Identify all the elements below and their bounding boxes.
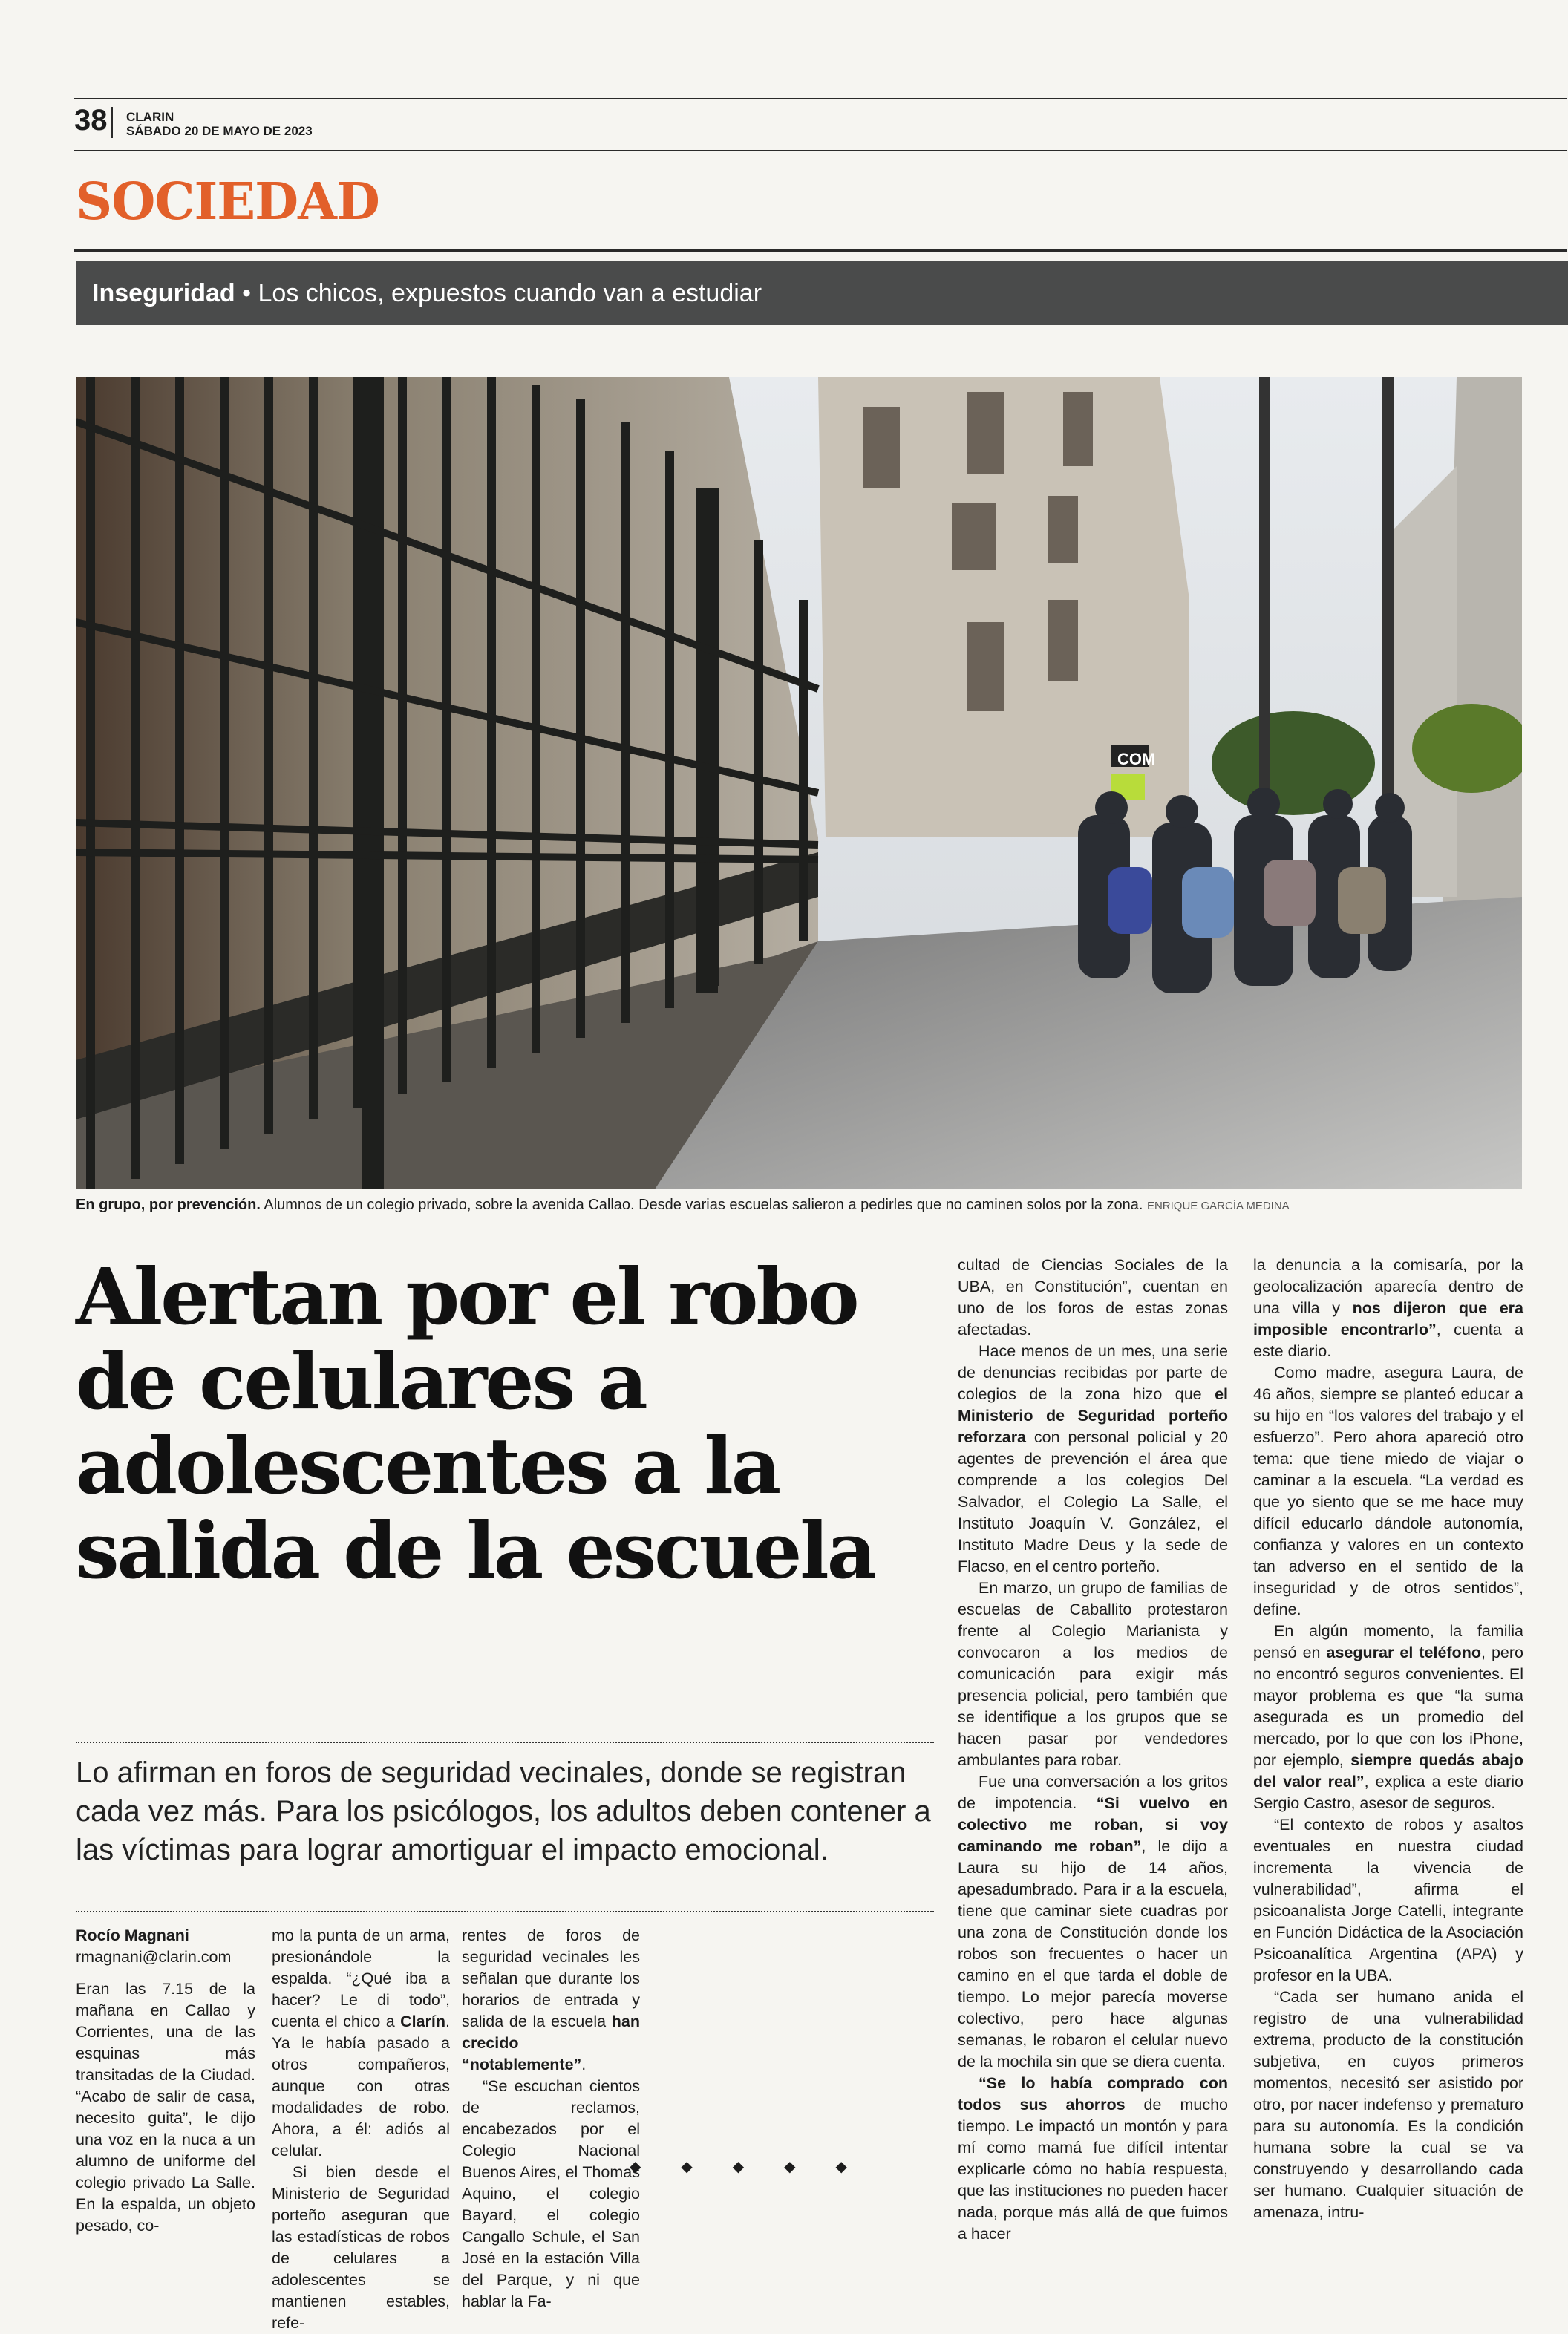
deck: Lo afirman en foros de seguridad vecinales, donde se registran cada vez más. Para los psicólogos, los adultos deben contener a las víctimas para lograr amortiguar el impacto emocional. <box>76 1756 931 1866</box>
caption-lead: En grupo, por prevención. <box>76 1197 261 1213</box>
photo-caption <box>76 1195 1531 1216</box>
kicker-bullet: • <box>235 279 258 307</box>
caption-text: Alumnos de un colegio privado, sobre la avenida Callao. Desde varias escuelas salieron a pedirles que no caminen solos por la zona. <box>264 1197 1143 1213</box>
paragraph: mo la punta de un arma, presionándole la espalda. “¿Qué iba a hacer? Le di todo”, cuenta el chico a Clarín. Ya le había pasado a otros compañeros, aunque con otras modalidades de robo. Ahora, a él: adiós al celular. <box>272 1926 450 2160</box>
publication-name: CLARIN <box>126 110 174 124</box>
storefront-sign: COM <box>1117 750 1156 768</box>
body-column-2 <box>272 1925 640 2334</box>
body-column-3 <box>958 1255 1228 2245</box>
page-number: 38 <box>74 104 108 137</box>
body-column-2b <box>462 1925 640 2312</box>
body-column-1 <box>76 1925 255 2237</box>
top-rule <box>74 98 1567 99</box>
paragraph: cultad de Ciencias Sociales de la UBA, en Constitución”, cuentan en uno de los foros de estas zonas afectadas. <box>958 1256 1228 1338</box>
section-rule <box>74 249 1567 252</box>
paragraph: Como madre, asegura Laura, de 46 años, siempre se planteó educar a su hijo en “los valores del trabajo y el esfuerzo”. Pero ahora apareció otro tema: que tiene miedo de viajar o caminar a la escuela. “La verdad es que yo siento que se me hace muy difícil educarlo dándole autonomía, confianza y valores en un contexto tan adverso en el sentido de la inseguridad y de otros sentidos”, define. <box>1253 1364 1523 1618</box>
article-photo <box>76 377 1522 1189</box>
paragraph: “Cada ser humano anida el registro de una vulnerabilidad extrema, producto de la constitución subjetiva, en cuyos primeros momentos, necesitó ser asistido por otro, por nacer indefenso y prematuro para su autonomía. Es la condición humana sobre la cual se va construyendo y desarrollando cada ser humano. Cualquier situación de amenaza, intru- <box>1253 1988 1523 2221</box>
paragraph: Hace menos de un mes, una serie de denuncias recibidas por parte de colegios de la zona hizo que el Ministerio de Seguridad porteño reforzara con personal policial y 20 agentes de prevención el área que comprende a los colegios Del Salvador, el Colegio La Salle, el Instituto Joaquín V. González, el Instituto Madre Deus y la sede de Flacso, en el centro porteño. <box>958 1342 1228 1575</box>
publication-date: SÁBADO 20 DE MAYO DE 2023 <box>126 124 313 138</box>
publication-info <box>126 110 313 138</box>
paragraph: rentes de foros de seguridad vecinales les señalan que durante los horarios de entrada y salida de la escuela han crecido “notablemente”. <box>462 1926 640 2073</box>
body-column-4 <box>1253 1255 1523 2223</box>
kicker-bar <box>76 261 1568 325</box>
headline: Alertan por el robo de celulares a adolescentes a la salida de la escuela <box>76 1251 875 1596</box>
paragraph: Si bien desde el Ministerio de Seguridad porteño aseguran que las estadísticas de robos de celulares a adolescentes se mantienen estables, refe- <box>272 2163 450 2332</box>
paragraph: En marzo, un grupo de familias de escuelas de Caballito protestaron frente al Colegio Marianista y convocaron a los medios de comunicación para exigir más presencia policial, pero también que se identifique a los grupos que se hacen pasar por vendedores ambulantes para robar. <box>958 1579 1228 1769</box>
print-registration-marks: ◆◆◆◆◆ <box>630 2157 887 2175</box>
deck-rule <box>76 1742 934 1743</box>
body-column-2a <box>272 1925 450 2334</box>
byline-email: rmagnani@clarin.com <box>76 1948 232 1966</box>
paragraph: “Se lo había comprado con todos sus ahorros de mucho tiempo. Le impactó un montón y para mí como mamá fue difícil intentar explicarle cómo no había respuesta, que las instituciones no pueden hacer nada, porque más allá de que fuimos a hacer <box>958 2074 1228 2243</box>
deck-rule-bottom <box>76 1911 934 1912</box>
paragraph: Fue una conversación a los gritos de impotencia. “Si vuelvo en colectivo me roban, si voy caminando me roban”, le dijo a Laura su hijo de 14 años, apesadumbrado. Para ir a la escuela, tiene que caminar siete cuadras por una zona de Constitución donde los robos son frecuentes o hacer un camino en el que tarda el doble de tiempo. Lo mejor parecía moverse colectivo, pero hace algunas semanas, le robaron el celular nuevo de la mochila sin que se diera cuenta. <box>958 1773 1228 2070</box>
kicker-topic: Inseguridad <box>92 279 235 307</box>
section-title: SOCIEDAD <box>76 172 379 232</box>
kicker-text: Los chicos, expuestos cuando van a estudiar <box>258 279 762 307</box>
paragraph: la denuncia a la comisaría, por la geolocalización aparecía dentro de una villa y nos dijeron que era imposible encontrarlo”, cuenta a este diario. <box>1253 1256 1523 1360</box>
photo-credit: ENRIQUE GARCÍA MEDINA <box>1146 1200 1290 1212</box>
paragraph: Eran las 7.15 de la mañana en Callao y Corrientes, una de las esquinas más transitadas de la Ciudad. “Acabo de salir de casa, necesito guita”, le dijo una voz en la nuca a un alumno de uniforme del colegio privado La Salle. En la espalda, un objeto pesado, co- <box>76 1980 255 2235</box>
byline-author: Rocío Magnani <box>76 1926 189 1944</box>
header-bottom-rule <box>74 150 1567 151</box>
paragraph: “El contexto de robos y asaltos eventuales en nuestra ciudad incrementa la vivencia de vulnerabilidad”, afirma el psicoanalista Jorge Catelli, integrante en Función Didáctica de la Asociación Psicoanalítica Argentina (APA) y profesor en la UBA. <box>1253 1816 1523 1984</box>
paragraph: “Se escuchan cientos de reclamos, encabezados por el Colegio Nacional Buenos Aires, el Thomas Aquino, el colegio Bayard, el colegio Cangallo Schule, el San José en la estación Villa del Parque, y ni que hablar la Fa- <box>462 2077 640 2310</box>
header-divider <box>111 107 113 138</box>
paragraph: En algún momento, la familia pensó en asegurar el teléfono, pero no encontró seguros convenientes. El mayor problema es que “la suma asegurada es un promedio del mercado, por lo que con los iPhone, por ejemplo, siempre quedás abajo del valor real”, explica a este diario Sergio Castro, asesor de seguros. <box>1253 1622 1523 1812</box>
